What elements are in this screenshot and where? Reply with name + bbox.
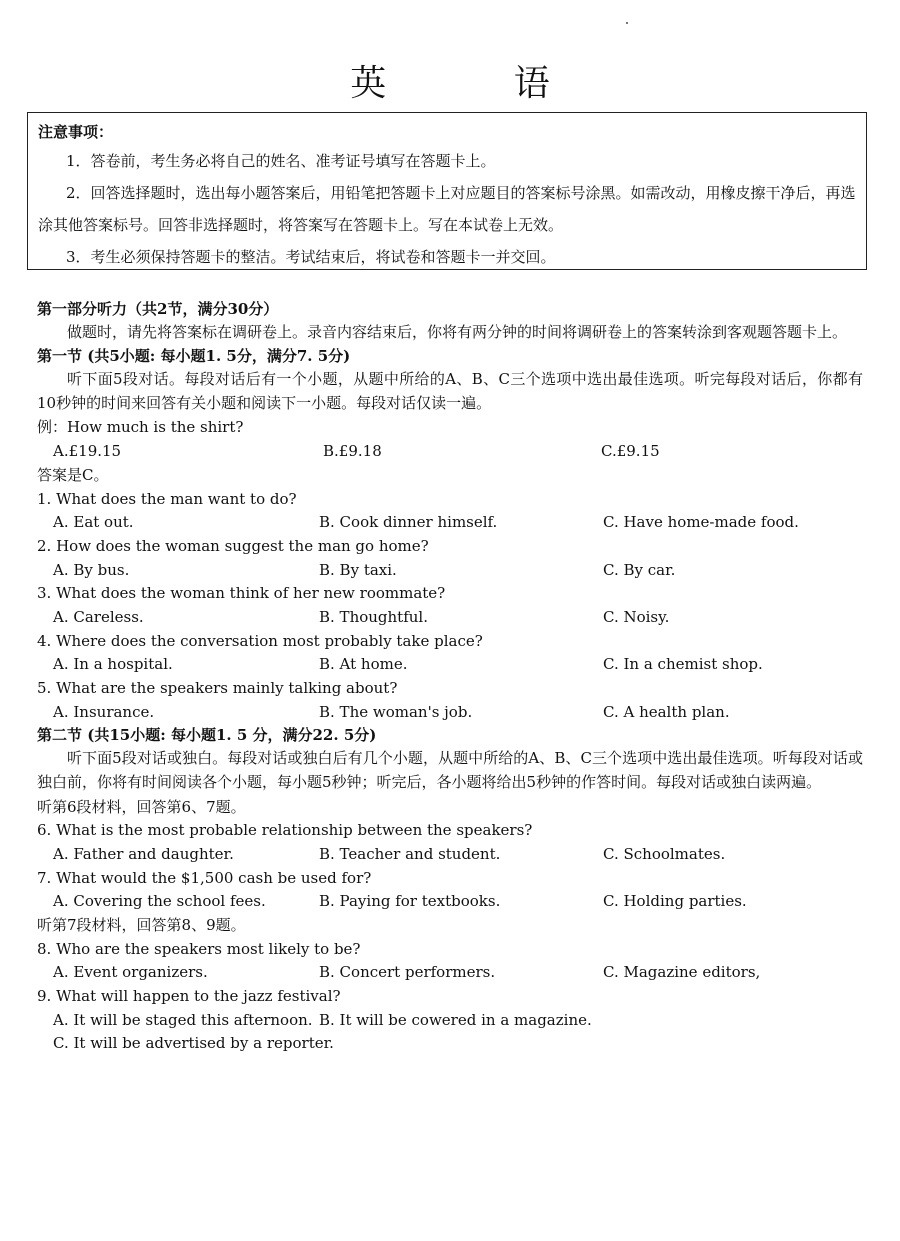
option-b: B. Cook dinner himself. [319, 513, 498, 532]
option-b: B. The woman's job. [319, 702, 473, 721]
option-c: C. It will be advertised by a reporter. [53, 1034, 334, 1053]
section2-heading: 第二节 (共15小题: 每小题1. 5 分，满分22. 5分) [37, 726, 377, 745]
option-a: A. By bus. [53, 560, 130, 579]
option-c: C. Have home-made food. [603, 513, 799, 532]
option-a: A. Careless. [53, 607, 144, 626]
notice-box [27, 112, 867, 270]
question-9: 9. What will happen to the jazz festival? [37, 987, 341, 1006]
option-a: A. It will be staged this afternoon. [53, 1010, 313, 1029]
notice-item-2: 2．回答选择题时，选出每小题答案后，用铅笔把答题卡上对应题目的答案标号涂黑。如需改动，用橡皮擦干净后，再选涂其他答案标号。回答非选择题时，将答案写在答题卡上。写在本试卷上无效。 [38, 184, 856, 234]
option-c: C. Noisy. [603, 607, 670, 626]
question-1: 1. What does the man want to do? [37, 489, 297, 508]
notice-item-1: 1．答卷前，考生务必将自己的姓名、准考证号填写在答题卡上。 [66, 152, 496, 170]
exam-body [37, 297, 863, 1055]
question-1-options [37, 510, 863, 534]
question-7-options [37, 889, 863, 913]
option-c: C. A health plan. [603, 702, 730, 721]
section2-instruction: 听下面5段对话或独白。每段对话或独白后有几个小题，从题中所给的A、B、C三个选项中选出最佳选项。听每段对话或独白前，你将有时间阅读各个小题，每小题5秒钟；听完后，各小题将给出5秒钟的作答时间。每段对话或独白读两遍。 [37, 749, 863, 791]
page-title: 英 语 [350, 63, 608, 104]
question-8: 8. Who are the speakers most likely to be? [37, 939, 361, 958]
option-c: C. By car. [603, 560, 676, 579]
question-4-options [37, 652, 863, 676]
option-a: A. Father and daughter. [53, 844, 234, 863]
question-5: 5. What are the speakers mainly talking about? [37, 679, 398, 698]
question-6: 6. What is the most probable relationship between the speakers? [37, 821, 533, 840]
option-b: B. Teacher and student. [319, 844, 501, 863]
option-c: C. Holding parties. [603, 892, 747, 911]
question-2: 2. How does the woman suggest the man go home? [37, 536, 429, 555]
option-a: A. Insurance. [53, 702, 155, 721]
question-4: 4. Where does the conversation most probably take place? [37, 631, 483, 650]
example-question: 例：How much is the shirt? [37, 418, 244, 437]
scan-speck [626, 22, 628, 24]
question-9-options-row1 [37, 1008, 863, 1032]
example-option-b: B.£9.18 [323, 442, 382, 461]
example-option-c: C.£9.15 [601, 442, 660, 461]
example-options [37, 439, 863, 463]
question-8-options [37, 960, 863, 984]
question-6-options [37, 842, 863, 866]
option-b: B. Thoughtful. [319, 607, 428, 626]
notice-heading: 注意事项： [38, 123, 114, 141]
option-b: B. It will be cowered in a magazine. [319, 1010, 592, 1029]
question-3: 3. What does the woman think of her new roommate? [37, 584, 446, 603]
option-c: C. Schoolmates. [603, 844, 726, 863]
option-a: A. Eat out. [53, 513, 134, 532]
notice-item-3: 3．考生必须保持答题卡的整洁。考试结束后，将试卷和答题卡一并交回。 [66, 248, 556, 266]
part1-instruction: 做题时，请先将答案标在调研卷上。录音内容结束后，你将有两分钟的时间将调研卷上的答案转涂到客观题答题卡上。 [67, 322, 848, 341]
section1-heading: 第一节 (共5小题: 每小题1. 5分，满分7. 5分) [37, 347, 351, 366]
option-b: B. Concert performers. [319, 963, 496, 982]
option-a: A. In a hospital. [53, 655, 173, 674]
option-c: C. In a chemist shop. [603, 655, 763, 674]
option-b: B. Paying for textbooks. [319, 892, 501, 911]
material-6-heading: 听第6段材料，回答第6、7题。 [37, 797, 246, 816]
option-c: C. Magazine editors, [603, 963, 761, 982]
section1-instruction: 听下面5段对话。每段对话后有一个小题，从题中所给的A、B、C三个选项中选出最佳选项。听完每段对话后，你都有10秒钟的时间来回答有关小题和阅读下一小题。每段对话仅读一遍。 [37, 370, 863, 412]
question-9-options-row2 [37, 1031, 863, 1055]
part1-heading: 第一部分听力（共2节，满分30分） [37, 300, 279, 318]
option-a: A. Covering the school fees. [53, 892, 266, 911]
example-answer: 答案是C。 [37, 465, 109, 484]
question-5-options [37, 700, 863, 724]
question-3-options [37, 605, 863, 629]
example-option-a: A.£19.15 [53, 442, 122, 461]
material-7-heading: 听第7段材料，回答第8、9题。 [37, 915, 246, 934]
question-7: 7. What would the $1,500 cash be used for? [37, 868, 372, 887]
option-b: B. At home. [319, 655, 408, 674]
option-b: B. By taxi. [319, 560, 397, 579]
option-a: A. Event organizers. [53, 963, 208, 982]
question-2-options [37, 558, 863, 582]
